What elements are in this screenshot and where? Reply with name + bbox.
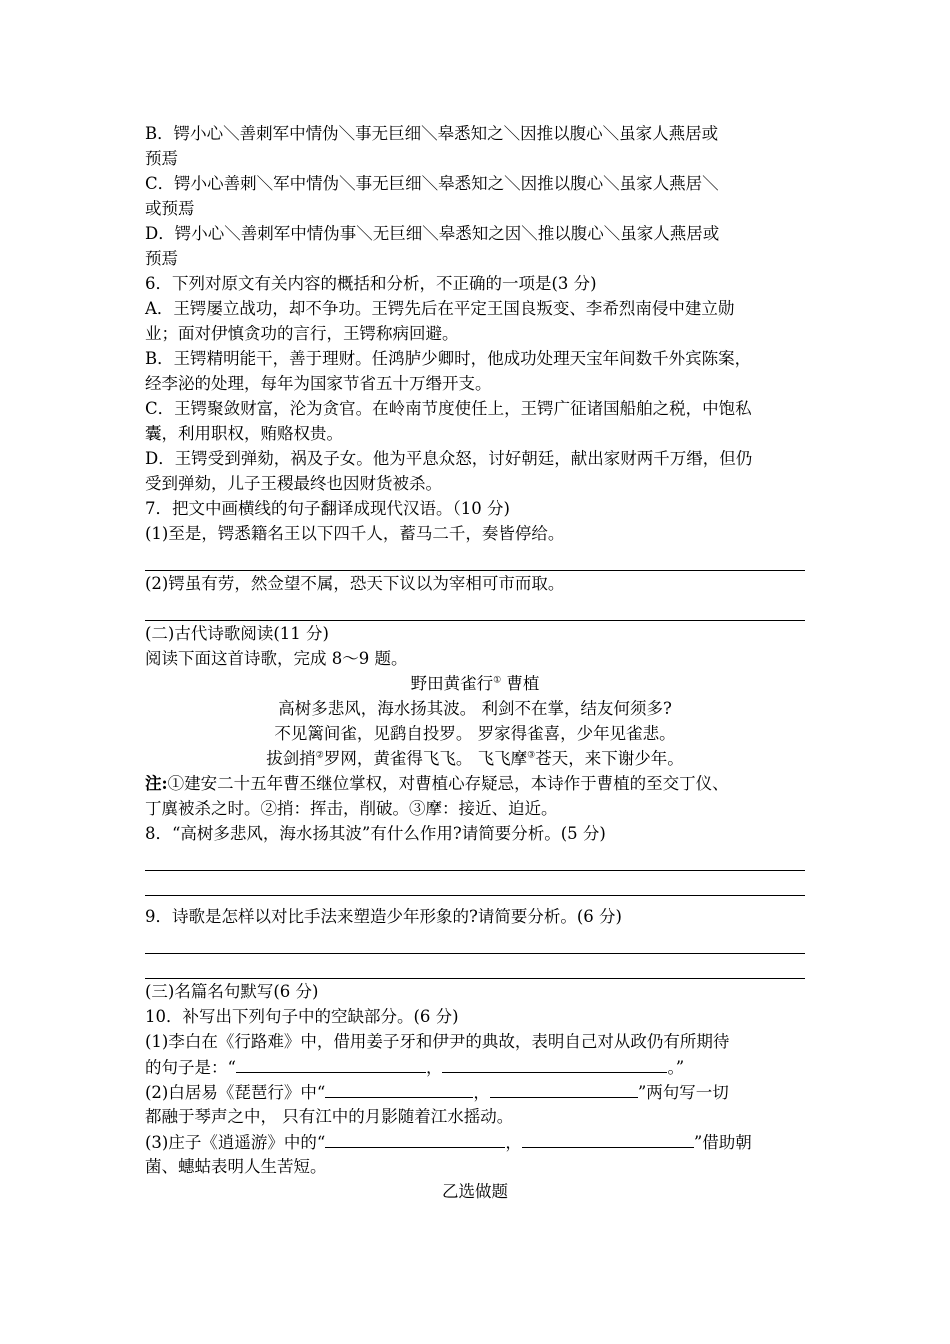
- q9-answer-line-2[interactable]: [145, 954, 805, 979]
- q7-answer-line-1[interactable]: [145, 546, 805, 571]
- q6-option-c-line2: 囊，利用职权，贿赂权贵。: [145, 424, 343, 443]
- fill-blank-3b[interactable]: [522, 1129, 694, 1148]
- poem-note-text-1: ①建安二十五年曹丕继位掌权，对曹植心存疑忌，本诗作于曹植的至交丁仪、: [167, 774, 729, 793]
- q6-option-d-line2: 受到弹劾，儿子王稷最终也因财货被杀。: [145, 474, 442, 493]
- poem-line-3-part-b: 罗网，黄雀得飞飞。 飞飞摩: [323, 749, 528, 768]
- fill-blank-2b[interactable]: [490, 1079, 638, 1098]
- q7-stem: 7．把文中画横线的句子翻译成现代汉语。（10 分): [145, 499, 510, 518]
- q5-option-d-line2: 预焉: [145, 249, 178, 268]
- q5-option-c-line1: C．锷小心善刺＼军中情伪＼事无巨细＼皋悉知之＼因推以腹心＼虽家人燕居＼: [145, 174, 719, 193]
- q9-answer-line-1[interactable]: [145, 929, 805, 954]
- q8-stem: 8．“高树多悲风，海水扬其波”有什么作用?请简要分析。(5 分): [145, 824, 606, 843]
- q8-answer-line-1[interactable]: [145, 846, 805, 871]
- q10-part-3-prefix: (3)庄子《逍遥游》中的“: [145, 1133, 326, 1152]
- q10-part-3-line-1: [145, 1129, 805, 1154]
- q10-part-2-comma: ，: [473, 1083, 490, 1102]
- footnote-marker-2: ②: [315, 750, 324, 761]
- fill-blank-1a[interactable]: [236, 1054, 426, 1073]
- q7-sentence-1: (1)至是，锷悉籍名王以下四千人，蓄马二千，奏皆停给。: [145, 524, 565, 543]
- q6-option-d-line1: D．王锷受到弹劾，祸及子女。他为平息众怒，讨好朝廷，献出家财两千万缗，但仍: [145, 449, 753, 468]
- footnote-marker-3: ③: [527, 750, 536, 761]
- q5-option-b-line1: B．锷小心＼善刺军中情伪＼事无巨细＼皋悉知之＼因推以腹心＼虽家人燕居或: [145, 124, 719, 143]
- q10-part-1-suffix: 。”: [667, 1058, 685, 1077]
- section-3-title: (三)名篇名句默写(6 分): [145, 982, 319, 1001]
- q10-part-2-suffix: ”两句写一切: [637, 1083, 729, 1102]
- exam-page: [145, 121, 805, 1204]
- note-label: 注:: [145, 774, 168, 793]
- footnote-marker-1: ①: [493, 675, 502, 686]
- fill-blank-2a[interactable]: [325, 1079, 473, 1098]
- q6-option-c-line1: C．王锷聚敛财富，沦为贪官。在岭南节度使任上，王锷广征诸国船舶之税，中饱私: [145, 399, 752, 418]
- poem-line-2: 不见篱间雀，见鹞自投罗。 罗家得雀喜，少年见雀悲。: [274, 724, 676, 743]
- q10-stem: 10．补写出下列句子中的空缺部分。(6 分): [145, 1007, 459, 1026]
- q10-part-2-line-1: [145, 1079, 805, 1104]
- q10-part-2-line-2: 都融于琴声之中， 只有江中的月影随着江水摇动。: [145, 1107, 514, 1126]
- poem-line-3-part-a: 拔剑捎: [266, 749, 316, 768]
- q7-sentence-2: (2)锷虽有劳，然佥望不属，恐天下议以为宰相可市而取。: [145, 574, 565, 593]
- q6-option-a-line2: 业；面对伊慎贪功的言行，王锷称病回避。: [145, 324, 459, 343]
- poem-title: 野田黄雀行: [410, 674, 494, 693]
- q10-part-1-line-1: (1)李白在《行路难》中，借用姜子牙和伊尹的典故，表明自己对从政仍有所期待: [145, 1032, 730, 1051]
- q6-stem: 6．下列对原文有关内容的概括和分析，不正确的一项是(3 分): [145, 274, 597, 293]
- poem-heading: [145, 671, 805, 696]
- q10-part-1-comma: ，: [425, 1058, 443, 1077]
- q8-answer-line-2[interactable]: [145, 871, 805, 896]
- section-2-intro: 阅读下面这首诗歌，完成 8～9 题。: [145, 649, 408, 668]
- q10-part-2-prefix: (2)白居易《琵琶行》中“: [145, 1083, 326, 1102]
- section-2-title: (二)古代诗歌阅读(11 分): [145, 624, 329, 643]
- poem-line-3-part-c: 苍天，来下谢少年。: [535, 749, 684, 768]
- q5-option-c-line2: 或预焉: [145, 199, 195, 218]
- q10-part-3-line-2: 菌、蟪蛄表明人生苦短。: [145, 1157, 327, 1176]
- poem-line-1: 高树多悲风，海水扬其波。 利剑不在掌，结友何须多?: [278, 699, 672, 718]
- q5-option-b-line2: 预焉: [145, 149, 178, 168]
- poem-line-3: [145, 746, 805, 771]
- q10-part-3-comma: ，: [505, 1133, 522, 1152]
- q10-part-3-suffix: ”借助朝: [693, 1133, 752, 1152]
- optional-section-heading: 乙选做题: [442, 1182, 508, 1201]
- q6-option-b-line1: B．王锷精明能干，善于理财。任鸿胪少卿时，他成功处理天宝年间数千外宾陈案，: [145, 349, 752, 368]
- fill-blank-3a[interactable]: [325, 1129, 505, 1148]
- fill-blank-1b[interactable]: [442, 1054, 667, 1073]
- q7-answer-line-2[interactable]: [145, 596, 805, 621]
- poem-note-line-1: [145, 771, 805, 796]
- q9-stem: 9．诗歌是怎样以对比手法来塑造少年形象的?请简要分析。(6 分): [145, 907, 622, 926]
- q10-part-1-line-2: [145, 1054, 805, 1079]
- q10-part-1-prefix: 的句子是：“: [145, 1058, 236, 1077]
- q6-option-a-line1: A．王锷屡立战功，却不争功。王锷先后在平定王国良叛变、李希烈南侵中建立勋: [145, 299, 735, 318]
- poem-author: 曹植: [506, 674, 540, 693]
- poem-note-line-2: 丁廙被杀之时。②捎：挥击，削破。③摩：接近、迫近。: [145, 799, 558, 818]
- q5-option-d-line1: D．锷小心＼善刺军中情伪事＼无巨细＼皋悉知之因＼推以腹心＼虽家人燕居或: [145, 224, 720, 243]
- q6-option-b-line2: 经李泌的处理，每年为国家节省五十万缗开支。: [145, 374, 492, 393]
